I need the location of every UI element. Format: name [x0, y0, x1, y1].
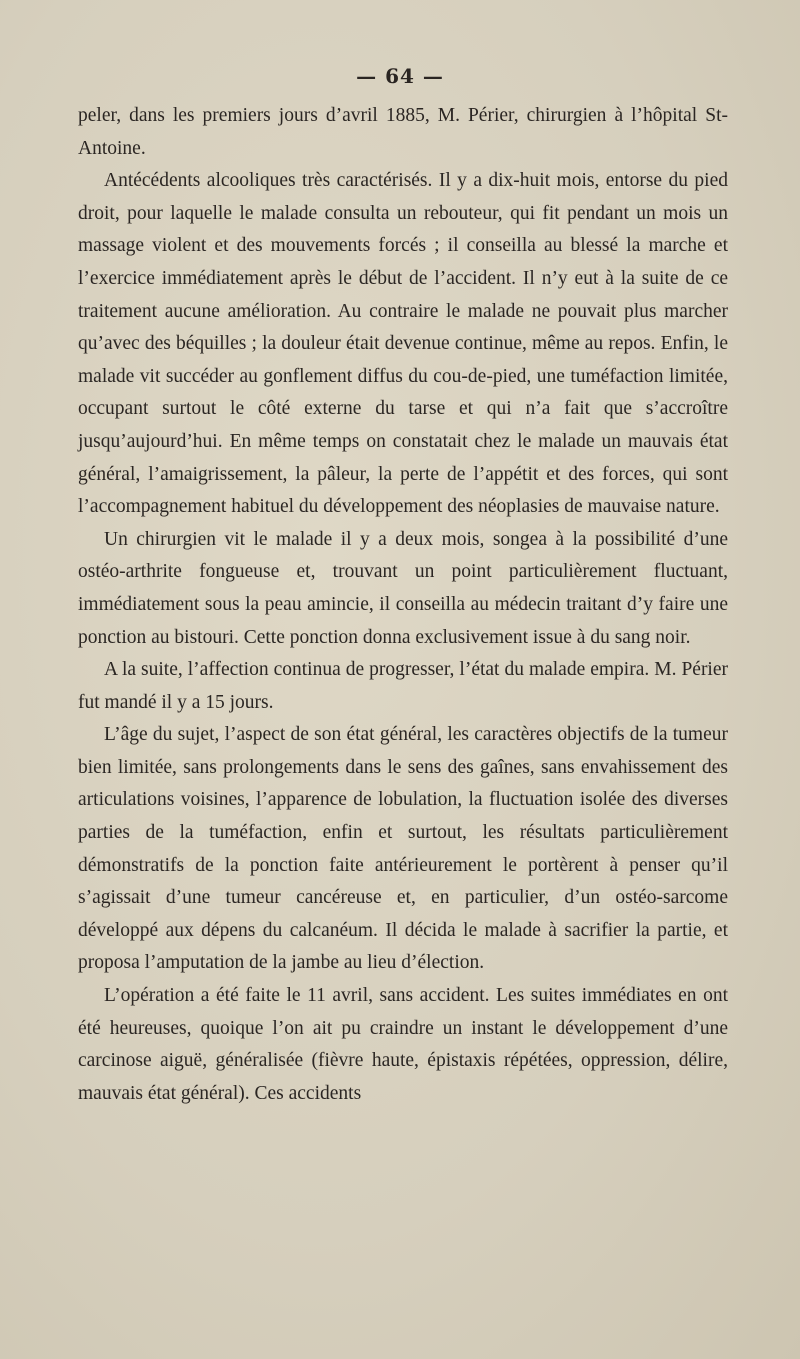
paragraph-continuation: peler, dans les premiers jours d’avril 1885, M. Périer, chirurgien à l’hôpital St-Antoine.	[78, 105, 728, 159]
paragraph-ponction: Un chirurgien vit le malade il y a deux mois, songea à la possibilité d’une ostéo-arthrite fongueuse et, trouvant un point particulièrement fluctuant, immédiatement sous la peau amincie, il conseilla au médecin traitant d’y faire une ponction au bistouri. Cette ponction donna exclusivement issue à du sang noir.	[78, 528, 728, 648]
paragraph-antecedents: Antécédents alcooliques très caractérisés. Il y a dix-huit mois, entorse du pied droit, pour laquelle le malade consulta un rebouteur, qui fit pendant un mois un massage violent et des mouvements forcés ; il conseilla au blessé la marche et l’exercice immédiatement après le début de l’accident. Il n’y eut à la suite de ce traitement aucune amélioration. Au contraire le malade ne pouvait plus marcher qu’avec des béquilles ; la douleur était devenue continue, même au repos. Enfin, le malade vit succéder au gonflement diffus du cou-de-pied, une tuméfaction limitée, occupant surtout le côté externe du tarse et qui n’a fait que s’accroître jusqu’aujourd’hui. En même temps on constatait chez le malade un mauvais état général, l’amaigrissement, la pâleur, la perte de l’appétit et des forces, qui sont l’accompagnement habituel du développement des néoplasies de mauvaise nature.	[78, 170, 728, 518]
page-number: — 64 —	[356, 64, 444, 88]
body-text	[78, 100, 728, 1110]
paragraph-operation: L’opération a été faite le 11 avril, sans accident. Les suites immédiates en ont été heureuses, quoique l’on ait pu craindre un instant le développement d’une carcinose aiguë, généralisée (fièvre haute, épistaxis répétées, oppression, délire, mauvais état général). Ces accidents	[78, 985, 728, 1104]
paragraph-progression: A la suite, l’affection continua de progresser, l’état du malade empira. M. Périer fut mandé il y a 15 jours.	[78, 659, 728, 713]
paragraph-diagnostic: L’âge du sujet, l’aspect de son état général, les caractères objectifs de la tumeur bien limitée, sans prolongements dans le sens des gaînes, sans envahissement des articulations voisines, l’apparence de lobulation, la fluctuation isolée des diverses parties de la tuméfaction, enfin et surtout, les résultats particulièrement démonstratifs de la ponction faite antérieurement le portèrent à penser qu’il s’agissait d’une tumeur cancéreuse et, en particulier, d’un ostéo-sarcome développé aux dépens du calcanéum. Il décida le malade à sacrifier la partie, et proposa l’amputation de la jambe au lieu d’élection.	[78, 724, 728, 974]
